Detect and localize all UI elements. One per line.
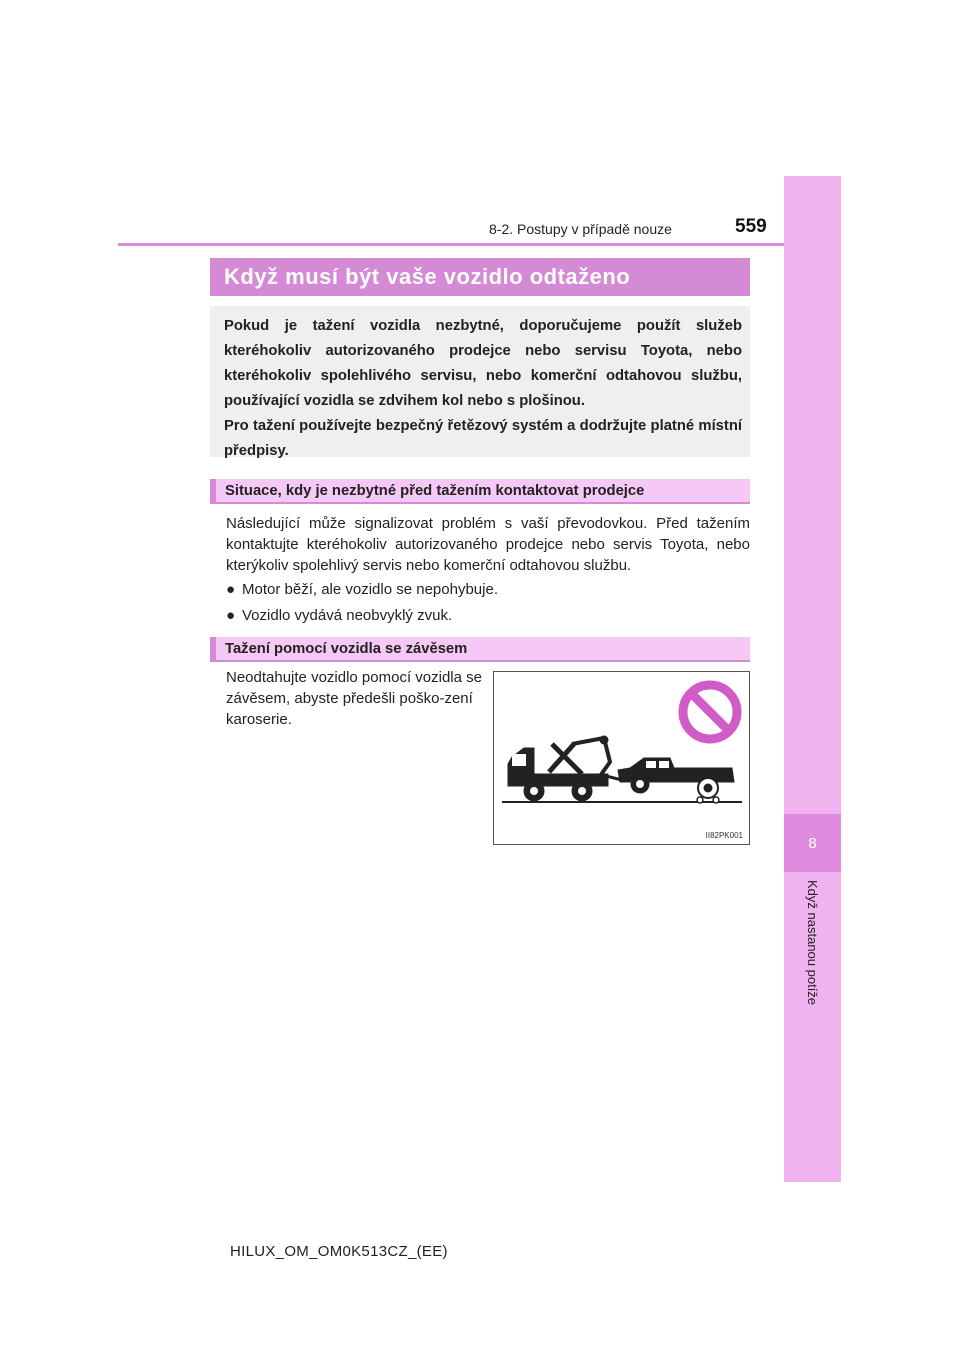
intro-box xyxy=(210,306,750,457)
list-item xyxy=(226,605,750,626)
prohibition-icon xyxy=(683,685,737,739)
bullet-icon: ● xyxy=(226,607,236,624)
document-footer: HILUX_OM_OM0K513CZ_(EE) xyxy=(230,1243,448,1260)
page-number: 559 xyxy=(735,216,767,237)
section-heading-text: Tažení pomocí vozidla se závěsem xyxy=(225,640,468,657)
pickup-truck-icon xyxy=(618,758,734,803)
towing-illustration-svg xyxy=(494,672,751,846)
page-title xyxy=(210,258,750,296)
section-heading-dealer-contact xyxy=(210,479,750,504)
chapter-label xyxy=(784,880,841,1040)
chapter-number: 8 xyxy=(784,814,841,872)
list-item xyxy=(226,579,750,600)
figure-code: II82PK001 xyxy=(705,831,743,840)
section-sling-tow-text: Neodtahujte vozidlo pomocí vozidla se závěsem, abyste předešli poško-zení karoserie. xyxy=(226,669,482,728)
section-heading-sling-tow xyxy=(210,637,750,662)
towing-illustration xyxy=(493,671,750,845)
header-divider xyxy=(118,243,784,246)
list-item-text: Motor běží, ale vozidlo se nepohybuje. xyxy=(242,581,498,598)
tow-truck-icon xyxy=(508,736,622,801)
section-dealer-contact-body xyxy=(226,513,750,626)
running-header-section: 8-2. Postupy v případě nouze xyxy=(489,221,672,237)
bullet-icon: ● xyxy=(226,581,236,598)
page-title-text: Když musí být vaše vozidlo odtaženo xyxy=(224,264,631,289)
chapter-label-text: Když nastanou potíže xyxy=(805,880,820,1006)
section-heading-text: Situace, kdy je nezbytné před tažením kontaktovat prodejce xyxy=(225,482,645,499)
intro-paragraph-2: Pro tažení používejte bezpečný řetězový systém a dodržujte platné místní předpisy. xyxy=(224,418,742,459)
section-dealer-contact-text: Následující může signalizovat problém s vaší převodovkou. Před tažením kontaktujte kteréhokoliv autorizovaného prodejce nebo servis Toyota, nebo kterýkoliv spolehlivý servis nebo komerční odtahovou službu. xyxy=(226,515,750,574)
list-item-text: Vozidlo vydává neobvyklý zvuk. xyxy=(242,607,453,624)
intro-paragraph-1: Pokud je tažení vozidla nezbytné, doporučujeme použít služeb kteréhokoliv autorizovaného prodejce nebo servisu Toyota, nebo kteréhokoliv spolehlivého servisu, nebo komerční odtahovou službu, používající vozidla se zdvihem kol nebo s plošinou. xyxy=(224,318,742,409)
